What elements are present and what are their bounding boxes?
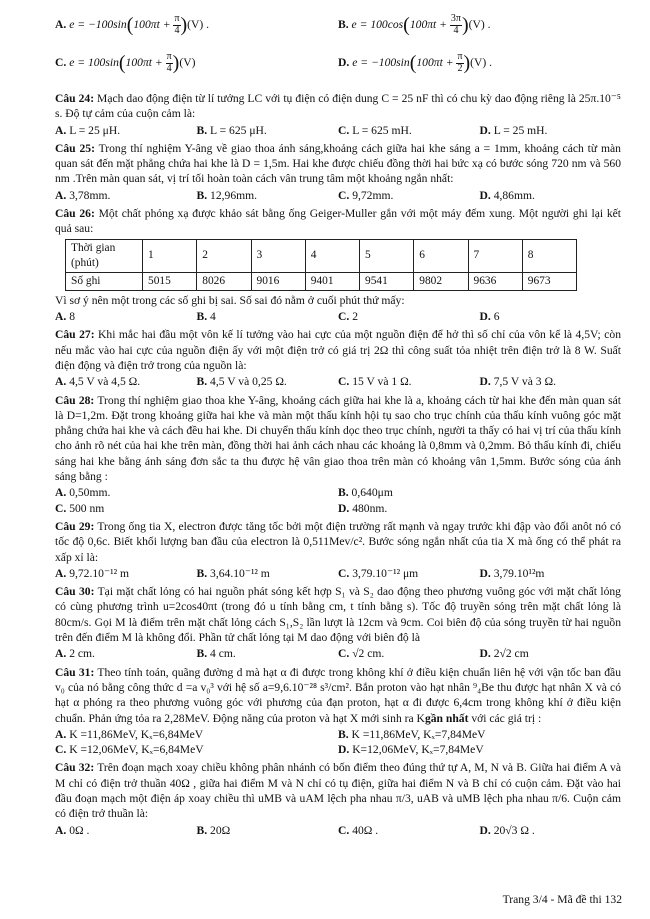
table-cell: 6 bbox=[414, 239, 468, 272]
option-b: B. 4 cm. bbox=[196, 647, 236, 661]
question-label: Câu 25: bbox=[55, 141, 95, 155]
table-cell: 9541 bbox=[360, 272, 414, 290]
question-27 bbox=[55, 327, 621, 389]
option-b: B. K =11,86MeV, Kₓ=7,84MeV bbox=[338, 727, 486, 741]
fraction: $\frac{\pi}{4}$ bbox=[174, 13, 180, 36]
answer-options bbox=[55, 374, 621, 389]
question-text: Trong thí nghiệm giao thoa khe Y-âng, khoảng cách giữa hai khe là a, khoảng cách từ hai khe đến màn quan sát là D=1,2m. Đặt trong khoảng giữa hai khe và màn một thấu kính hội tụ sao cho trục chính của thấu kính vuông góc mặt phẳng chứa hai khe và cách đều hai khe. Di chuyển thấu kính dọc theo trục chính, người ta thấy có hai vị trí của thấu kính cho ảnh rõ nét của hai khe trên màn, đồng thời hai ảnh cách nhau các khoảng là 0,8mm và 0,2mm. Bỏ thấu kính đi, chiếu sáng hai khe bằng ánh sáng đơn sắc ta thu được hệ vân giao thoa trên màn có khoảng vân 1,5mm. Bước sóng của ánh sáng bằng : bbox=[55, 393, 621, 484]
answer-options bbox=[55, 123, 621, 138]
table-cell: 9401 bbox=[305, 272, 359, 290]
question-25 bbox=[55, 141, 621, 203]
question-label: Câu 32: bbox=[55, 761, 95, 775]
option-c: C. K =12,06MeV, Kₓ=6,84MeV bbox=[55, 743, 204, 757]
answer-options bbox=[55, 646, 621, 661]
geiger-count-table bbox=[65, 239, 577, 291]
option-b: B. 0,640μm bbox=[338, 486, 393, 500]
table-cell: 2 bbox=[197, 239, 251, 272]
table-header-cell: Thời gian (phút) bbox=[66, 239, 143, 272]
table-cell: 5015 bbox=[143, 272, 197, 290]
question-26 bbox=[55, 206, 621, 324]
option-d: D. 7,5 V và 3 Ω. bbox=[479, 375, 556, 389]
question-followup: Vì sơ ý nên một trong các số ghi bị sai. Số sai đó nằm ở cuối phút thứ mấy: bbox=[55, 293, 405, 307]
question-label: Câu 30: bbox=[55, 585, 95, 599]
answer-options bbox=[55, 309, 621, 324]
option-a: A. 9,72.10⁻¹² m bbox=[55, 566, 129, 580]
option-c: C. 40Ω . bbox=[338, 823, 379, 837]
option-a: A. 3,78mm. bbox=[55, 188, 111, 202]
option-b: B. 4,5 V và 0,25 Ω. bbox=[196, 375, 287, 389]
question-32 bbox=[55, 760, 621, 837]
option-c: C. e = 100sin(100πt + $\frac{\pi}{4}$ )(V) bbox=[55, 51, 196, 74]
option-c: C. 15 V và 1 Ω. bbox=[338, 375, 412, 389]
question-29 bbox=[55, 519, 621, 581]
option-a: A. 0Ω . bbox=[55, 823, 90, 837]
table-header-cell: Số ghi bbox=[66, 272, 143, 290]
option-c: C. 9,72mm. bbox=[338, 188, 394, 202]
option-b: B. L = 625 μH. bbox=[196, 123, 267, 137]
option-b: B. 12,96mm. bbox=[196, 188, 258, 202]
answer-options bbox=[55, 566, 621, 581]
table-cell: 8 bbox=[522, 239, 576, 272]
option-a: A. e = −100sin(100πt + $\frac{\pi}{4}$ )(V) . bbox=[55, 13, 210, 36]
question-label: Câu 27: bbox=[55, 328, 95, 342]
question-30 bbox=[55, 584, 621, 661]
option-a: A. K =11,86MeV, Kₓ=6,84MeV bbox=[55, 727, 204, 741]
option-a: A. 2 cm. bbox=[55, 647, 95, 661]
question-text: Trong thí nghiệm Y-âng về giao thoa ánh sáng,khoảng cách giữa hai khe sáng a = 1mm, khoảng cách từ màn quan sát đến mặt phẳng chứa hai khe là D = 1,5m. Hai khe được chiếu đồng thời hai bức xạ có bước sóng 720 nm và 560 nm .Trên màn quan sát, vị trí tối hoàn toàn cách vân trung tâm một khoảng ngắn nhất: bbox=[55, 141, 621, 186]
option-d: D. e = −100sin(100πt + $\frac{\pi}{2}$ )(V) . bbox=[338, 51, 493, 74]
option-b: B. 4 bbox=[196, 310, 216, 324]
option-c: C. 3,79.10⁻¹² μm bbox=[338, 566, 419, 580]
question-label: Câu 29: bbox=[55, 519, 95, 533]
table-cell: 3 bbox=[251, 239, 305, 272]
answer-options bbox=[55, 485, 621, 516]
table-cell: 9673 bbox=[522, 272, 576, 290]
answer-options bbox=[55, 823, 621, 838]
table-cell: 9016 bbox=[251, 272, 305, 290]
option-c: C. 2 bbox=[338, 310, 358, 324]
option-d: D. 6 bbox=[479, 310, 500, 324]
question-label: Câu 26: bbox=[55, 207, 95, 221]
question-text: Khi mắc hai đầu một vôn kế lí tưởng vào hai cực của một nguồn điện để hở thì số chỉ của vôn kế là 4,5V; còn nếu mắc vào hai cực của nguồn điện ấy với một điện trở có giá trị 2Ω thì công suất tỏa nhiệt trên điện trở là 8 W. Suất điện động và điện trở trong của nguồn là: bbox=[55, 328, 621, 372]
question-text: Trên đoạn mạch xoay chiều không phân nhánh có bốn điểm theo đúng thứ tự A, M, N và B. Giữa hai điểm A và M chỉ có điện trở thuần 40Ω , giữa hai điểm M và N chỉ có tụ điện, giữa hai điểm N và B chỉ có cuộn cảm. Đặt vào hai đầu đoạn mạch một điện áp xoay chiều thì uMB và uAM lệch pha nhau π/3, uAB và uMB lệch pha nhau π/6. Cuộn cảm có điện trở thuần là: bbox=[55, 761, 621, 821]
question-24 bbox=[55, 91, 621, 138]
table-cell: 5 bbox=[360, 239, 414, 272]
question-text: Theo tính toán, quãng đường d mà hạt α đi được trong không khí ở điều kiện chuẩn liên hệ với vận tốc ban đầu v₀ của nó bằng công thức d =a v₀³ với hệ số a=9,6.10⁻²⁸ s³/cm². Bắn proton vào hạt nhân ⁹₄Be thu được hạt nhân X và có hạt α phóng ra theo phương vuông góc với phương của đạn proton, hạt α đi được 6,4cm trong không khí ở điều kiện chuẩn. Phản ứng tỏa ra 2,28MeV. Động năng của proton và hạt X mới sinh ra K bbox=[55, 665, 621, 725]
option-b: B. e = 100cos(100πt + $\frac{3\pi}{4}$ )(V) . bbox=[338, 13, 491, 36]
option-b: B. 20Ω bbox=[196, 823, 231, 837]
question-28 bbox=[55, 393, 621, 516]
option-c: C. √2 cm. bbox=[338, 647, 385, 661]
question-text: Tại mặt chất lỏng có hai nguồn phát sóng kết hợp S₁ và S₂ dao động theo phương vuông góc với mặt chất lỏng có cùng phương trình u=2cos40πt (trong đó u tính bằng cm, t tính bằng s). Tốc độ truyền sóng trên mặt chất lỏng là 80cm/s. Gọi M là điểm trên mặt chất lỏng cách S₁,S₂ lần lượt là 12cm và 9cm. Coi biên độ của sóng truyền từ hai nguồn trên đến điểm M là không đổi. Phần tử chất lỏng tại M dao động với biên độ là bbox=[55, 585, 621, 645]
question-label: Câu 28: bbox=[55, 393, 95, 407]
table-cell: 9802 bbox=[414, 272, 468, 290]
option-d: D. L = 25 mH. bbox=[479, 123, 548, 137]
question-text: Một chất phóng xạ được khảo sát bằng ống Geiger-Muller gắn với một máy đếm xung. Một người ghi lại kết quả sau: bbox=[55, 207, 621, 236]
option-d: D. K=12,06MeV, Kₓ=7,84MeV bbox=[338, 743, 484, 757]
answer-options bbox=[55, 188, 621, 203]
table-cell: 8026 bbox=[197, 272, 251, 290]
page-footer: Trang 3/4 - Mã đề thi 132 bbox=[502, 893, 622, 906]
option-d: D. 2√2 cm bbox=[479, 647, 529, 661]
fraction: $\frac{\pi}{4}$ bbox=[166, 51, 172, 74]
question-text: Mạch dao động điện từ lí tưởng LC với tụ điện có điện dung C = 25 nF thì có chu kỳ dao động riêng là 25π.10⁻⁵ s. Độ tự cảm của cuộn cảm là: bbox=[55, 92, 621, 121]
option-d: D. 20√3 Ω . bbox=[479, 823, 535, 837]
option-a: A. 0,50mm. bbox=[55, 486, 111, 500]
option-d: D. 480nm. bbox=[338, 501, 388, 515]
option-d: D. 4,86mm. bbox=[479, 188, 535, 202]
question-text: Trong ống tia X, electron được tăng tốc bởi một điện trường rất mạnh và ngay trước khi đập vào đối anôt nó có tốc độ 0,6c. Biết khối lượng ban đầu của electron là 0,511Mev/c². Bước sóng ngắn nhất của tia X mà ống có thể phát ra xấp xỉ là: bbox=[55, 519, 621, 564]
table-cell: 1 bbox=[143, 239, 197, 272]
option-a: A. 8 bbox=[55, 310, 75, 324]
table-cell: 7 bbox=[468, 239, 522, 272]
answer-options bbox=[55, 727, 621, 758]
prev-question-options bbox=[55, 12, 621, 88]
question-label: Câu 31: bbox=[55, 665, 95, 679]
table-cell: 4 bbox=[305, 239, 359, 272]
table-row bbox=[66, 239, 577, 272]
fraction: $\frac{3\pi}{4}$ bbox=[450, 13, 461, 36]
table-row bbox=[66, 272, 577, 290]
exam-page bbox=[55, 8, 621, 840]
option-c: C. 500 nm bbox=[55, 501, 105, 515]
emphasis: gần nhất bbox=[424, 711, 469, 725]
option-c: C. L = 625 mH. bbox=[338, 123, 412, 137]
question-label: Câu 24: bbox=[55, 92, 95, 105]
table-cell: 9636 bbox=[468, 272, 522, 290]
option-b: B. 3,64.10⁻¹² m bbox=[196, 566, 270, 580]
fraction: $\frac{\pi}{2}$ bbox=[457, 51, 463, 74]
option-a: A. 4,5 V và 4,5 Ω. bbox=[55, 375, 141, 389]
question-31: Câu 31: Theo tính toán, quãng đường d mà hạt α đi được trong không khí ở điều kiện chuẩn liên hệ với vận tốc ban đầu v₀ của nó bằng công thức d =a v₀³ với hệ số a=9,6.10⁻²⁸ s³/cm². Bắn proton vào hạt nhân ⁹₄Be thu được hạt nhân X và có hạt α phóng ra theo phương vuông góc với phương của đạn proton, hạt α đi được 6,4cm trong không khí ở điều kiện chuẩn. Phản ứng tỏa ra 2,28MeV. Động năng của proton và hạt X mới sinh ra Kgần nhất với các giá trị : A. K =11,86MeV, Kₓ=6,84MeV B. K =11,86MeV, Kₓ=7,84MeV C. K =12,06MeV, Kₓ=6,84MeV D. K=12,06MeV, Kₓ=7,84MeV bbox=[55, 665, 621, 757]
option-a: A. L = 25 μH. bbox=[55, 123, 121, 137]
option-d: D. 3,79.10¹²m bbox=[479, 566, 545, 580]
